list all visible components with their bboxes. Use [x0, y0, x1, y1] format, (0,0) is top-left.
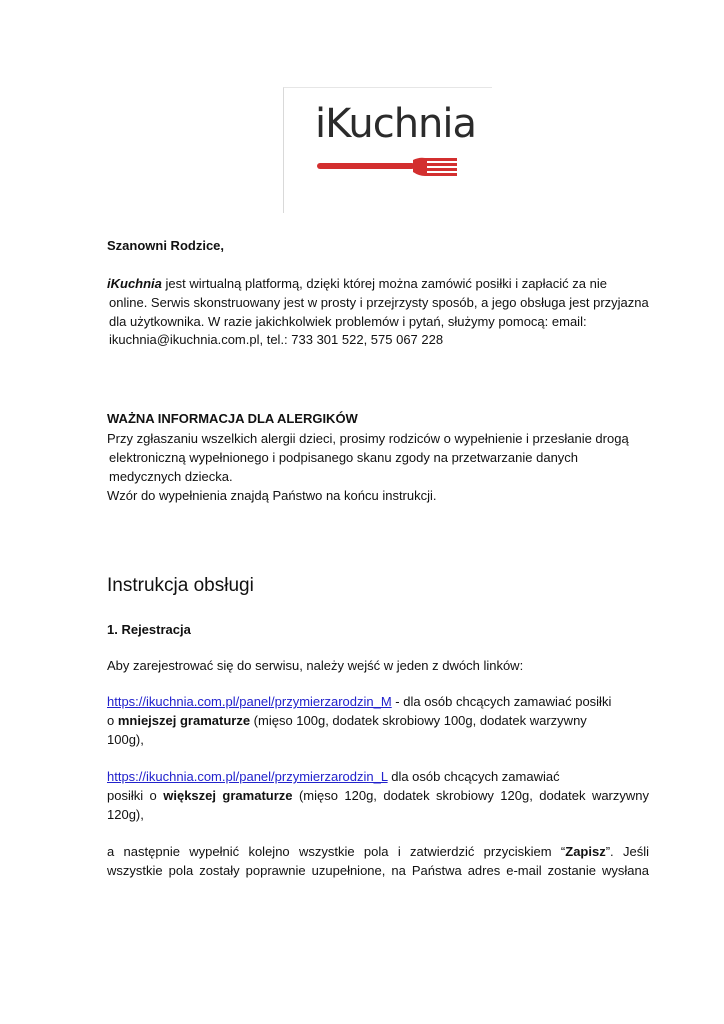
section-heading: 1. Rejestracja — [107, 622, 191, 637]
brand-name: iKuchnia — [107, 276, 162, 291]
register-intro: Aby zarejestrować się do serwisu, należy wejść w jeden z dwóch linków: — [107, 658, 524, 673]
link-large-portion[interactable]: https://ikuchnia.com.pl/panel/przymierzarodzin_L — [107, 769, 388, 784]
logo — [283, 87, 492, 213]
logo-text: iKuchnia — [315, 101, 477, 147]
page-title: Instrukcja obsługi — [107, 575, 254, 596]
fork-icon — [317, 155, 462, 177]
link-small-portion[interactable]: https://ikuchnia.com.pl/panel/przymierzarodzin_M — [107, 694, 392, 709]
greeting: Szanowni Rodzice, — [107, 238, 225, 253]
contact-info: ikuchnia@ikuchnia.com.pl, tel.: 733 301 522, 575 067 228 — [109, 332, 444, 347]
allergy-title: WAŻNA INFORMACJA DLA ALERGIKÓW — [107, 411, 358, 426]
